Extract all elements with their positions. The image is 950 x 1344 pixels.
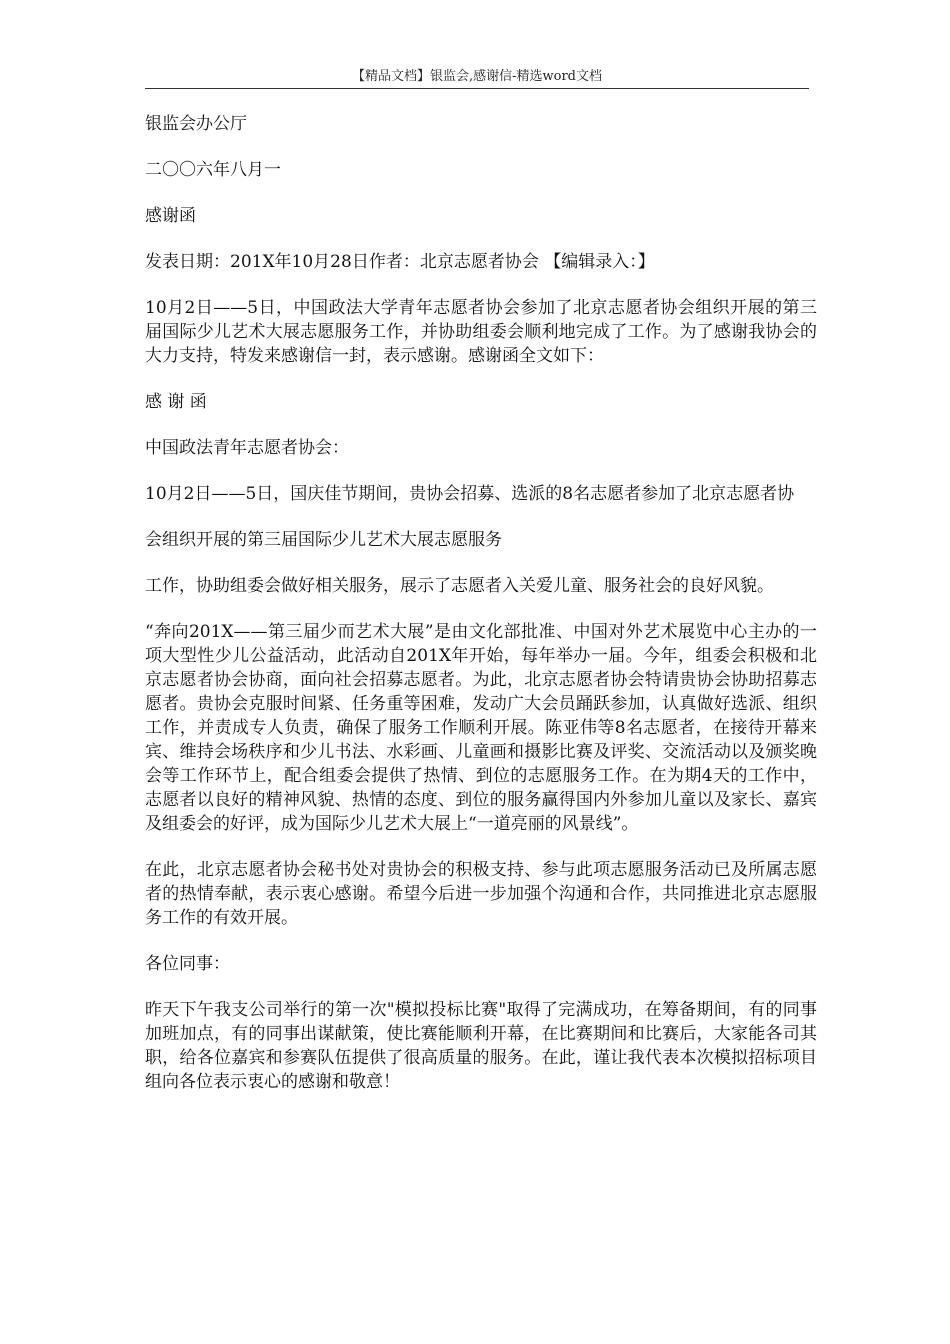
sender-line: 银监会办公厅 bbox=[145, 114, 247, 134]
date-line: 二〇〇六年八月一 bbox=[145, 160, 281, 180]
section-title: 感谢函 bbox=[145, 206, 196, 226]
letter-paragraph: 会组织开展的第三届国际少儿艺术大展志愿服务 bbox=[145, 530, 502, 550]
letter-paragraph: 工作，协助组委会做好相关服务，展示了志愿者入关爱儿童、服务社会的良好风貌。 bbox=[145, 576, 774, 596]
letter-title: 感 谢 函 bbox=[145, 392, 207, 412]
letter-paragraph: 10月2日——5日，国庆佳节期间，贵协会招募、选派的8名志愿者参加了北京志愿者协 bbox=[145, 484, 795, 504]
letter-paragraph: “奔向201X——第三届少而艺术大展”是由文化部批准、中国对外艺术展览中心主办的一项大型性少儿公益活动，此活动自201X年开始，每年举办一届。今年，组委会积极和北京志愿者协会协商，面向社会招募志愿者。为此，北京志愿者协会特请贵协会协助招募志愿者。贵协会克服时间紧、任务重等困难，发动广大会员踊跃参加，认真做好选派、组织工作，并责成专人负责，确保了服务工作顺利开展。陈亚伟等8名志愿者，在接待开幕来宾、维持会场秩序和少儿书法、水彩画、儿童画和摄影比赛及评奖、交流活动以及颁奖晚会等工作环节上，配合组委会提供了热情、到位的志愿服务工作。在为期4天的工作中，志愿者以良好的精神风貌、热情的态度、到位的服务赢得国内外参加儿童以及家长、嘉宾及组委会的好评，成为国际少儿艺术大展上“一道亮丽的风景线”。 bbox=[145, 622, 817, 834]
thanks-paragraph: 昨天下午我支公司举行的第一次"模拟投标比赛"取得了完满成功，在筹备期间，有的同事加班加点，有的同事出谋献策，使比赛能顺利开幕，在比赛期间和比赛后，大家能各司其职，给各位嘉宾和参赛队伍提供了很高质量的服务。在此，谨让我代表本次模拟招标项目组向各位表示衷心的感谢和敬意！ bbox=[145, 1000, 817, 1092]
letter-paragraph: 在此，北京志愿者协会秘书处对贵协会的积极支持、参与此项志愿服务活动已及所属志愿者的热情奉献，表示衷心感谢。希望今后进一步加强个沟通和合作，共同推进北京志愿服务工作的有效开展。 bbox=[145, 860, 817, 928]
colleagues-salutation: 各位同事： bbox=[145, 954, 230, 974]
publish-info: 发表日期：201X年10月28日作者：北京志愿者协会 【编辑录入：】 bbox=[145, 252, 655, 272]
intro-paragraph: 10月2日——5日，中国政法大学青年志愿者协会参加了北京志愿者协会组织开展的第三届国际少儿艺术大展志愿服务工作，并协助组委会顺利地完成了工作。为了感谢我协会的大力支持，特发来感谢信一封，表示感谢。感谢函全文如下： bbox=[145, 298, 817, 366]
header-divider bbox=[145, 88, 809, 89]
page-header: 【精品文档】银监会,感谢信-精选word文档 bbox=[351, 69, 602, 84]
letter-salutation: 中国政法青年志愿者协会： bbox=[145, 438, 349, 458]
document-body bbox=[145, 112, 817, 1116]
